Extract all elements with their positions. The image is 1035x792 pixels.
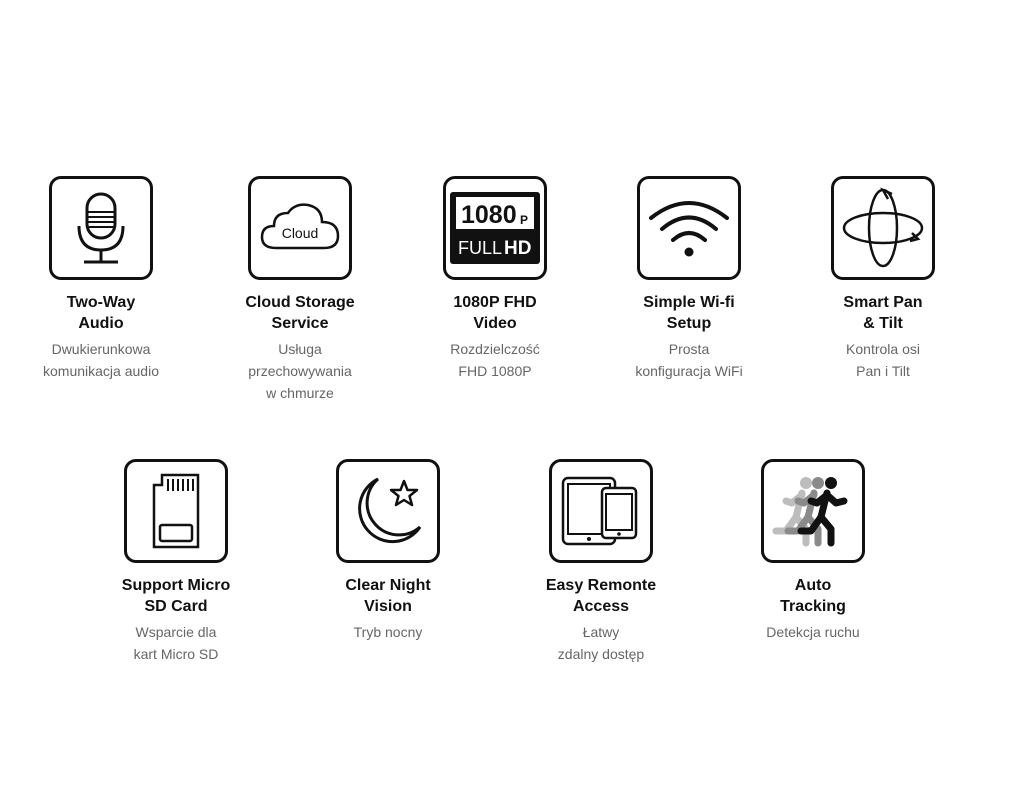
feature-title: Auto Tracking	[780, 577, 846, 615]
sd-card-icon	[124, 459, 228, 563]
feature-wifi-setup	[594, 176, 784, 382]
fullhd-1080-label: 1080	[461, 201, 517, 229]
feature-remote-access	[506, 459, 696, 665]
fullhd-p-label: P	[520, 213, 529, 227]
running-person-icon	[761, 459, 865, 563]
feature-subtitle: Dwukierunkowa komunikacja audio	[43, 341, 159, 379]
feature-title: Simple Wi-fi Setup	[643, 294, 735, 332]
feature-title: Two-Way Audio	[66, 294, 136, 332]
fullhd-hd-label: HD	[504, 238, 532, 259]
cloud-icon	[248, 176, 352, 280]
feature-subtitle: Kontrola osi Pan i Tilt	[846, 341, 920, 379]
feature-subtitle: Usługa przechowywania w chmurze	[248, 341, 352, 401]
feature-title: Easy Remonte Access	[545, 577, 657, 615]
feature-auto-tracking	[718, 459, 908, 643]
feature-subtitle: Rozdzielczość FHD 1080P	[450, 341, 540, 379]
feature-title: Support Micro SD Card	[121, 577, 231, 615]
feature-title: Smart Pan & Tilt	[843, 294, 923, 332]
wifi-icon	[637, 176, 741, 280]
feature-subtitle: Łatwy zdalny dostęp	[557, 624, 645, 662]
fullhd-icon	[443, 176, 547, 280]
feature-title: 1080P FHD Video	[453, 294, 537, 332]
pan-tilt-icon	[831, 176, 935, 280]
feature-subtitle: Tryb nocny	[353, 624, 423, 640]
feature-two-way-audio	[6, 176, 196, 382]
feature-cloud-storage	[205, 176, 395, 404]
feature-title: Cloud Storage Service	[245, 294, 355, 332]
cloud-icon-label: Cloud	[281, 225, 319, 241]
feature-night-vision	[293, 459, 483, 643]
feature-title: Clear Night Vision	[345, 577, 431, 615]
feature-subtitle: Prosta konfiguracja WiFi	[635, 341, 743, 379]
feature-1080p-fhd	[400, 176, 590, 382]
feature-micro-sd	[81, 459, 271, 665]
feature-subtitle: Wsparcie dla kart Micro SD	[133, 624, 219, 662]
feature-subtitle: Detekcja ruchu	[766, 624, 860, 640]
moon-star-icon	[336, 459, 440, 563]
devices-icon	[549, 459, 653, 563]
fullhd-full-label: FULL	[458, 238, 503, 258]
feature-pan-tilt	[788, 176, 978, 382]
microphone-icon	[49, 176, 153, 280]
